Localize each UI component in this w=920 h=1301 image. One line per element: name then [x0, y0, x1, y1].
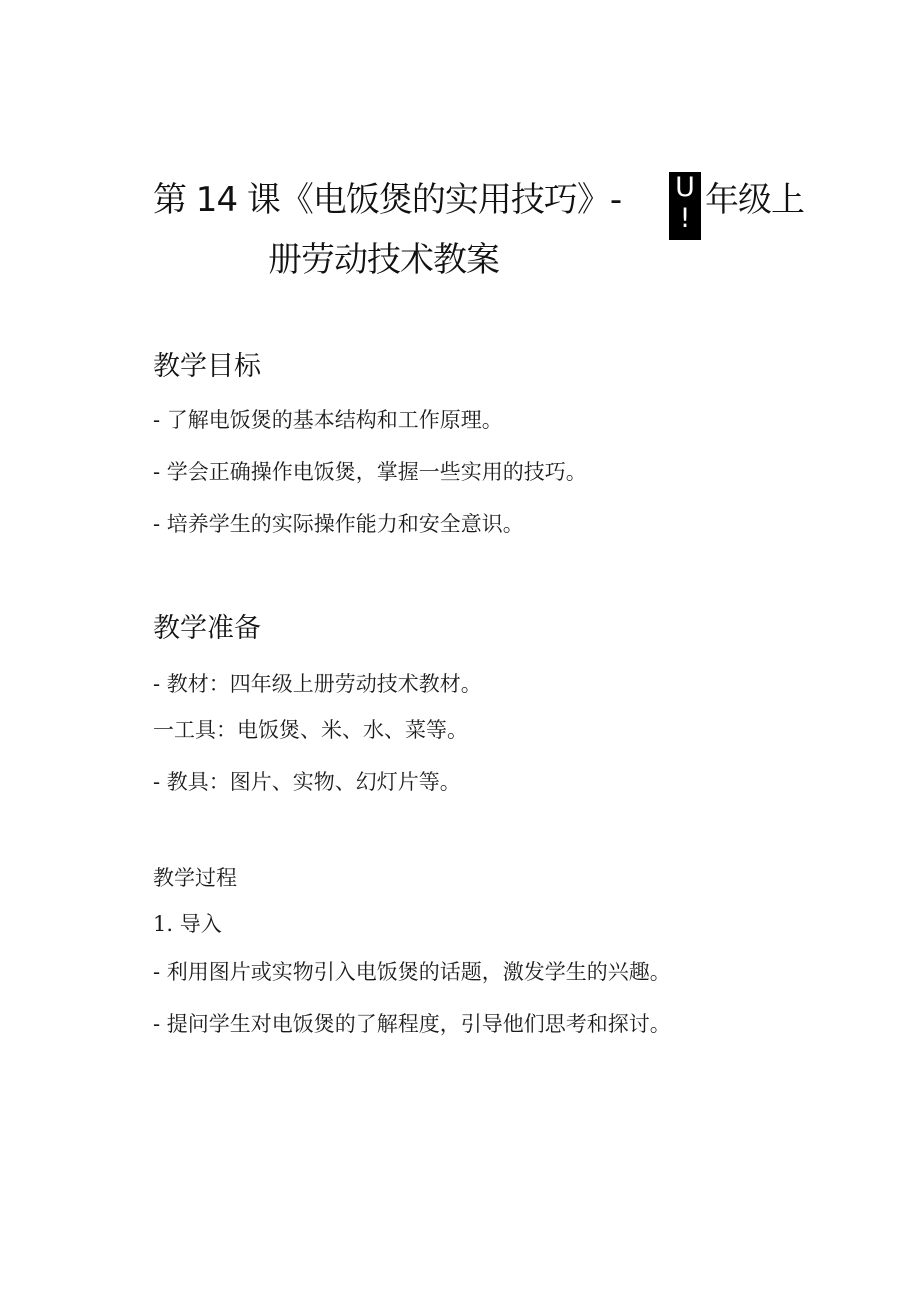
preparation-item-3: - 教具：图片、实物、幻灯片等。 [153, 770, 461, 794]
goal-item-1: - 了解电饭煲的基本结构和工作原理。 [153, 408, 503, 432]
document-title-line-2: 册劳动技术教案 [268, 240, 499, 280]
section-heading-preparation: 教学准备 [153, 613, 261, 644]
process-step-1-title: 1. 导入 [153, 912, 222, 936]
section-heading-goals: 教学目标 [153, 351, 261, 382]
grade-marker-box [669, 172, 701, 240]
process-item-1: - 利用图片或实物引入电饭煲的话题，激发学生的兴趣。 [153, 960, 671, 984]
grade-marker-top: U [675, 172, 695, 203]
goal-item-2: - 学会正确操作电饭煲，掌握一些实用的技巧。 [153, 460, 587, 484]
goal-item-3: - 培养学生的实际操作能力和安全意识。 [153, 512, 524, 536]
preparation-item-2: 一工具：电饭煲、米、水、菜等。 [153, 718, 468, 742]
section-heading-process: 教学过程 [153, 866, 237, 890]
document-title-line-1: 第 14 课《电饭煲的实用技巧》- [153, 180, 622, 220]
grade-marker-bottom: ! [679, 203, 691, 234]
preparation-item-1: - 教材：四年级上册劳动技术教材。 [153, 672, 482, 696]
process-item-2: - 提问学生对电饭煲的了解程度，引导他们思考和探讨。 [153, 1012, 671, 1036]
document-title-line-1-tail: 年级上 [705, 180, 804, 220]
